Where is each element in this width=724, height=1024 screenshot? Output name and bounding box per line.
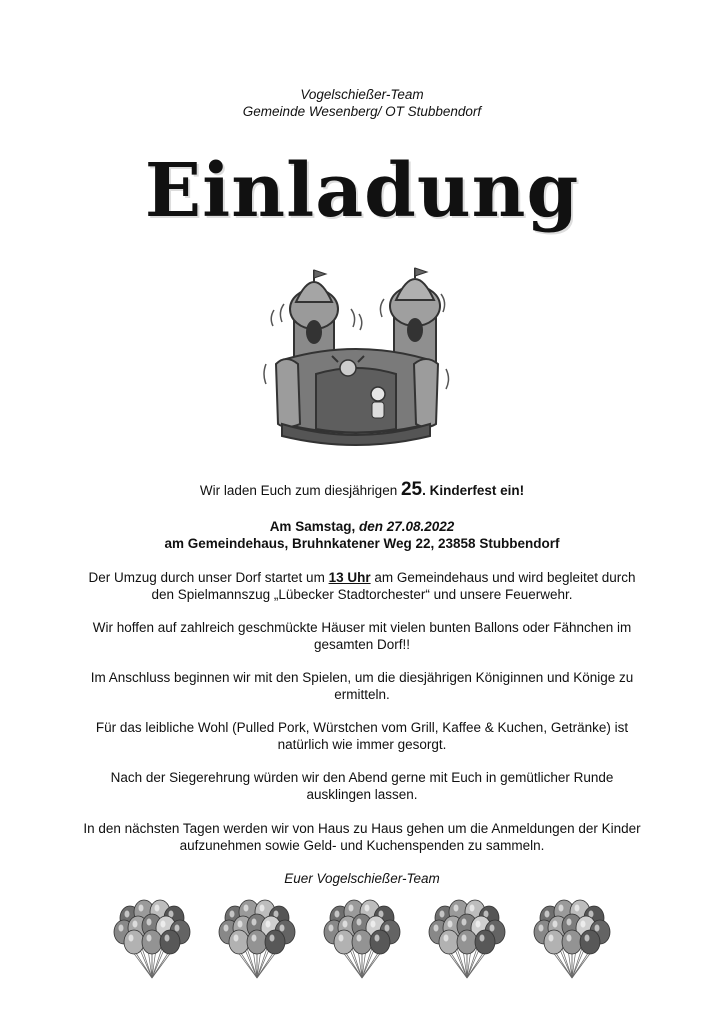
intro-event: . Kinderfest ein! (422, 483, 525, 498)
parade-paragraph (80, 569, 644, 603)
date-prefix: Am Samstag, (269, 519, 359, 534)
bouncy-castle-illustration (256, 264, 456, 449)
balloon-bunch (429, 900, 505, 978)
balloon-bunch (534, 900, 610, 978)
parade-post: am Gemeindehaus und wird begleitet durch den Spielmannszug „Lübecker Stadtorchester“ und unsere Feuerwehr. (151, 570, 636, 602)
page-title: Einladung (144, 148, 580, 234)
date-location-block (80, 518, 644, 552)
games-paragraph: Im Anschluss beginnen wir mit den Spielen, um die diesjährigen Königinnen und Könige zu ermitteln. (90, 670, 634, 702)
registration-paragraph: In den nächsten Tagen werden wir von Haus zu Haus gehen um die Anmeldungen der Kinder aufzunehmen sowie Geld- und Kuchenspenden zu sammeln. (83, 821, 641, 853)
balloon-bunch-illustration (100, 898, 624, 982)
intro-paragraph (80, 481, 644, 499)
anniversary-number: 25 (400, 479, 423, 500)
balloon-bunch (219, 900, 295, 978)
intro-text: Wir laden Euch zum diesjährigen (199, 483, 401, 498)
organizer-municipality: Gemeinde Wesenberg/ OT Stubbendorf (242, 104, 482, 119)
organizer-header (0, 86, 724, 120)
parade-time: 13 Uhr (328, 570, 371, 585)
event-location: am Gemeindehaus, Bruhnkatener Weg 22, 23858 Stubbendorf (164, 536, 560, 551)
catering-paragraph: Für das leibliche Wohl (Pulled Pork, Würstchen vom Grill, Kaffee & Kuchen, Getränke) ist natürlich wie immer gesorgt. (95, 720, 629, 752)
parade-pre: Der Umzug durch unser Dorf startet um (88, 570, 329, 585)
event-date: den 27.08.2022 (358, 519, 455, 534)
decoration-paragraph: Wir hoffen auf zahlreich geschmückte Häuser mit vielen bunten Ballons oder Fähnchen im gesamten Dorf!! (92, 620, 632, 652)
signature: Euer Vogelschießer-Team (284, 871, 440, 886)
balloon-bunch (114, 900, 190, 978)
balloon-bunch (324, 900, 400, 978)
evening-paragraph: Nach der Siegerehrung würden wir den Abend gerne mit Euch in gemütlicher Runde ausklingen lassen. (110, 770, 614, 802)
organizer-team: Vogelschießer-Team (300, 87, 424, 102)
